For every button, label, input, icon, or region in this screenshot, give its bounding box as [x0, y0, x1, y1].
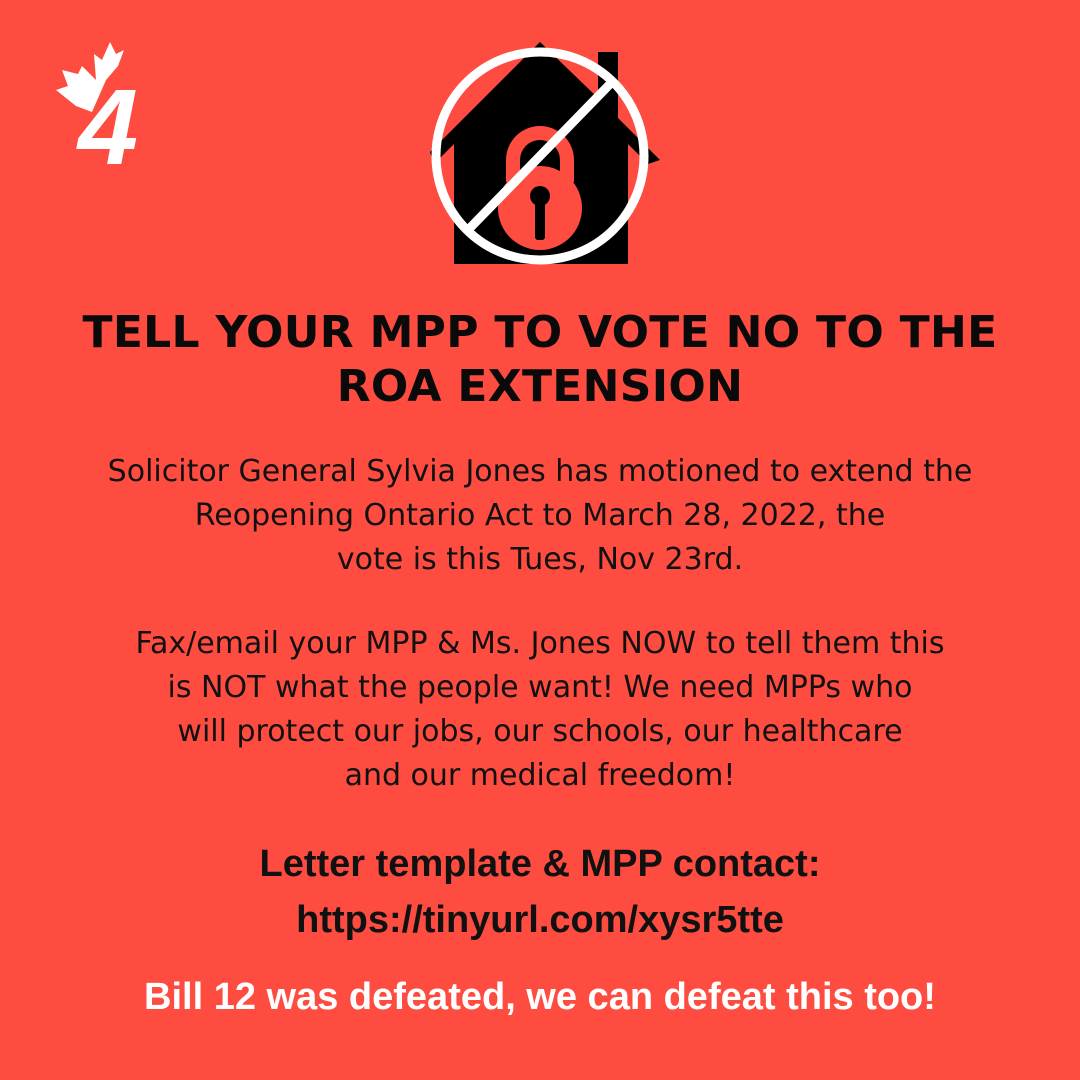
paragraph-motion	[30, 450, 1050, 582]
cta-label: Letter template & MPP contact:	[259, 843, 821, 885]
paragraph-line: Solicitor General Sylvia Jones has motioned to extend the	[107, 454, 973, 489]
logo-number: 4	[78, 66, 139, 166]
paragraph-line: and our medical freedom!	[344, 758, 736, 793]
maple-leaf-4-logo	[52, 40, 152, 166]
paragraph-line: vote is this Tues, Nov 23rd.	[336, 542, 744, 577]
paragraph-line: is NOT what the people want! We need MPPs who	[167, 670, 913, 705]
paragraph-line: Reopening Ontario Act to March 28, 2022, the	[194, 498, 886, 533]
headline-line-2: ROA EXTENSION	[336, 361, 744, 412]
contact-info	[30, 836, 1050, 948]
closing-message: Bill 12 was defeated, we can defeat this too!	[144, 976, 936, 1018]
paragraph-line: will protect our jobs, our schools, our healthcare	[177, 714, 903, 749]
headline-line-1: TELL YOUR MPP TO VOTE NO TO THE	[82, 307, 998, 358]
headline	[40, 306, 1040, 414]
cta-url: https://tinyurl.com/xysr5tte	[296, 899, 784, 941]
no-lockdown-house-icon	[424, 40, 660, 272]
paragraph-line: Fax/email your MPP & Ms. Jones NOW to tell them this	[135, 626, 945, 661]
paragraph-call-to-action	[30, 622, 1050, 798]
